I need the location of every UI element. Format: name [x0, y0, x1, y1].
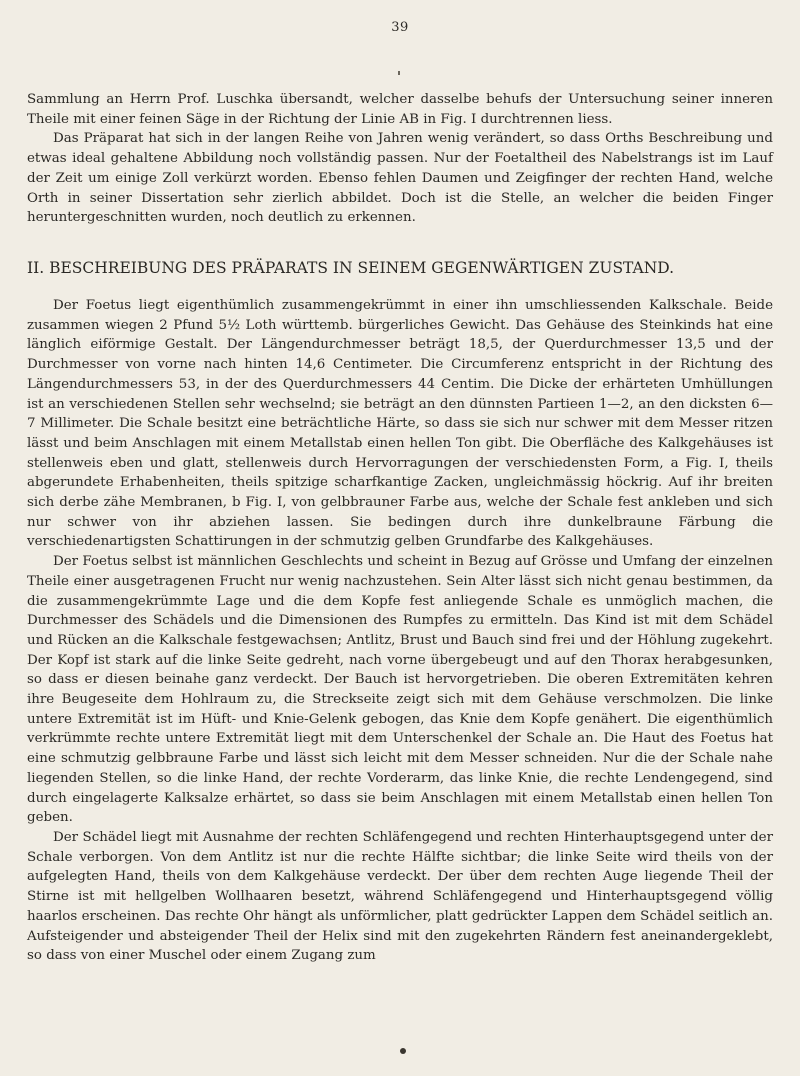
- print-mark: [398, 71, 400, 75]
- section-paragraph-3: Der Schädel liegt mit Ausnahme der rechten Schläfengegend und rechten Hinterhauptsgegend unter der Schale verborgen. Von dem Antlitz ist nur die rechte Hälfte sichtbar; die linke Seite wird theils von der aufgelegten Hand, theils von dem Kalkgehäuse verdeckt. Der über dem rechten Auge liegende Theil der Stirne ist mit hellgelben Wollhaaren besetzt, während Schläfengegend und Hinterhauptsgegend völlig haarlos erscheinen. Das rechte Ohr hängt als unförmlicher, platt gedrückter Lappen dem Schädel seitlich an. Aufsteigender und absteigender Theil der Helix sind mit den zugekehrten Rändern fest aneinandergeklebt, so dass von einer Muschel oder einem Zugang zum: [27, 829, 773, 964]
- intro-text-block: [27, 90, 773, 228]
- intro-paragraph-1: Sammlung an Herrn Prof. Luschka übersandt, welcher dasselbe behufs der Untersuchung seiner inneren Theile mit einer feinen Säge in der Richtung der Linie AB in Fig. I durchtrennen liess.: [27, 92, 773, 127]
- intro-paragraph-2: Das Präparat hat sich in der langen Reihe von Jahren wenig verändert, so dass Orths Beschreibung und etwas ideal gehaltene Abbildung noch vollständig passen. Nur der Foetaltheil des Nabelstrangs ist im Lauf der Zeit um einige Zoll verkürzt worden. Ebenso fehlen Daumen und Zeigfinger der rechten Hand, welche Orth in seiner Dissertation sehr zierlich abbildet. Doch ist die Stelle, an welcher die beiden Finger heruntergeschnitten wurden, noch deutlich zu erkennen.: [27, 131, 773, 226]
- section-heading: II. BESCHREIBUNG DES PRÄPARATS IN SEINEM GEGENWÄRTIGEN ZUSTAND.: [27, 259, 675, 277]
- page-number: 39: [391, 20, 409, 35]
- print-dot: [400, 1048, 406, 1054]
- section-paragraph-2: Der Foetus selbst ist männlichen Geschlechts und scheint in Bezug auf Grösse und Umfang der einzelnen Theile einer ausgetragenen Frucht nur wenig nachzustehen. Sein Alter lässt sich nicht genau bestimmen, da die zusammengekrümmte Lage und die dem Kopfe fest anliegende Schale es unmöglich machen, die Durchmesser des Schädels und die Dimensionen des Rumpfes zu ermitteln. Das Kind ist mit dem Schädel und Rücken an die Kalkschale festgewachsen; Antlitz, Brust und Bauch sind frei und der Höhlung zugekehrt. Der Kopf ist stark auf die linke Seite gedreht, nach vorne übergebeugt und auf den Thorax herabgesunken, so dass er diesen beinahe ganz verdeckt. Der Bauch ist hervorgetrieben. Die oberen Extremitäten kehren ihre Beugeseite dem Hohlraum zu, die Streckseite zeigt sich mit dem Gehäuse verschmolzen. Die linke untere Extremität ist im Hüft- und Knie-Gelenk gebogen, das Knie dem Kopfe genähert. Die eigenthümlich verkrümmte rechte untere Extremität liegt mit dem Unterschenkel der Schale an. Die Haut des Foetus hat eine schmutzig gelbbraune Farbe und lässt sich leicht mit dem Messer schneiden. Nur die der Schale nahe liegenden Stellen, so die linke Hand, der rechte Vorderarm, das linke Knie, die rechte Lendengegend, sind durch eingelagerte Kalksalze erhärtet, so dass sie beim Anschlagen mit einem Metallstab einen hellen Ton geben.: [27, 554, 773, 826]
- section-paragraph-1: Der Foetus liegt eigenthümlich zusammengekrümmt in einer ihn umschliessenden Kalkschale. Beide zusammen wiegen 2 Pfund 5½ Loth württemb. bürgerliches Gewicht. Das Gehäuse des Steinkinds hat eine länglich eiförmige Gestalt. Der Längendurchmesser beträgt 18,5, der Querdurchmesser 13,5 und der Durchmesser von vorne nach hinten 14,6 Centimeter. Die Circumferenz entspricht in der Richtung des Längendurchmessers 53, in der des Querdurchmessers 44 Centim. Die Dicke der erhärteten Umhüllungen ist an verschiedenen Stellen sehr wechselnd; sie beträgt an den dünnsten Partieen 1—2, an den dicksten 6—7 Millimeter. Die Schale besitzt eine beträchtliche Härte, so dass sie sich nur schwer mit dem Messer ritzen lässt und beim Anschlagen mit einem Metallstab einen hellen Ton gibt. Die Oberfläche des Kalkgehäuses ist stellenweis eben und glatt, stellenweis durch Hervorragungen der verschiedensten Form, a Fig. I, theils abgerundete Erhabenheiten, theils spitzige scharfkantige Zacken, ungleichmässig höckrig. Auf ihr breiten sich derbe zähe Membranen, b Fig. I, von gelbbrauner Farbe aus, welche der Schale fest ankleben und sich nur schwer von ihr abziehen lassen. Sie bedingen durch ihre dunkelbraune Färbung die verschiedenartigsten Schattirungen in der schmutzig gelben Grundfarbe des Kalkgehäuses.: [27, 298, 773, 550]
- section-text-block: [27, 296, 773, 966]
